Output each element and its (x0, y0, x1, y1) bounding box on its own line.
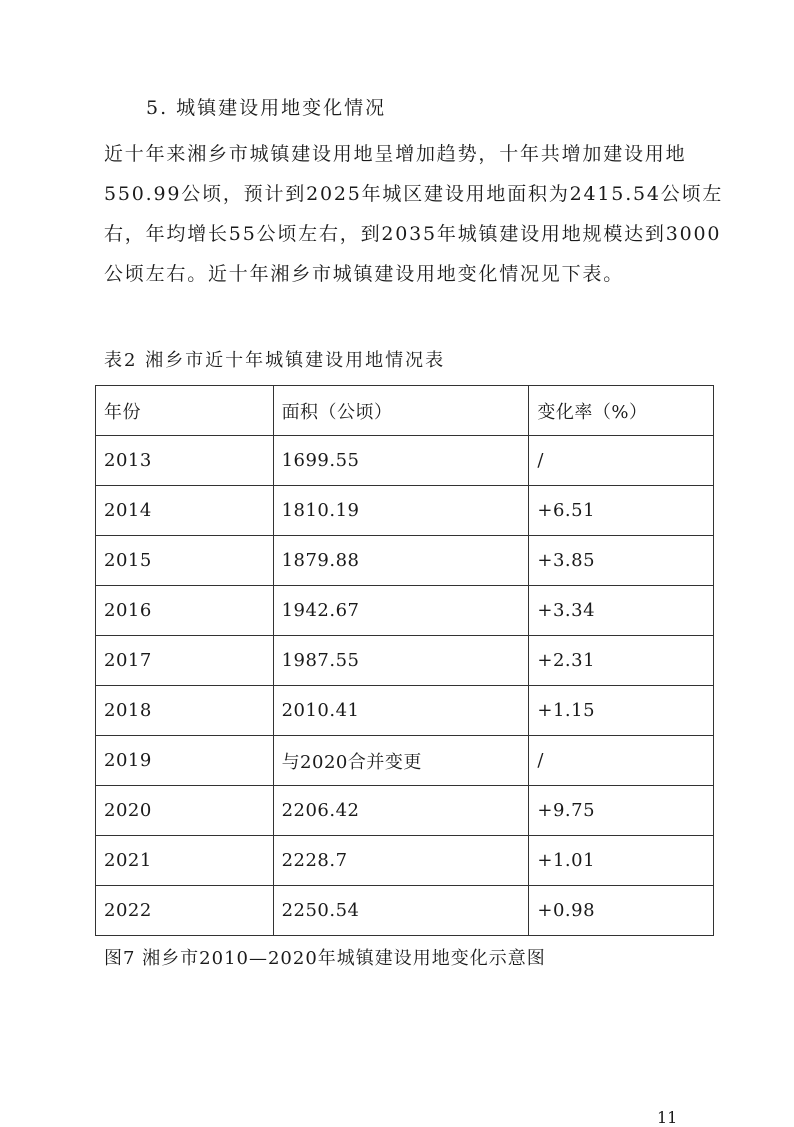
header-area: 面积（公顷） (273, 386, 529, 436)
table-row (96, 486, 714, 536)
cell-year: 2015 (96, 536, 274, 586)
paragraph-line: 右，年均增长55公顷左右，到2035年城镇建设用地规模达到3000 (104, 223, 722, 245)
cell-change-rate: +3.34 (529, 586, 714, 636)
table-row (96, 636, 714, 686)
cell-year: 2017 (96, 636, 274, 686)
cell-year: 2014 (96, 486, 274, 536)
table-row (96, 786, 714, 836)
cell-year: 2022 (96, 886, 274, 936)
cell-area: 2010.41 (273, 686, 529, 736)
cell-year: 2013 (96, 436, 274, 486)
cell-change-rate: +9.75 (529, 786, 714, 836)
body-paragraph (104, 134, 724, 294)
cell-area: 1699.55 (273, 436, 529, 486)
table-row (96, 836, 714, 886)
paragraph-line: 550.99公顷，预计到2025年城区建设用地面积为2415.54公顷左 (104, 183, 724, 205)
cell-year: 2021 (96, 836, 274, 886)
cell-area: 2250.54 (273, 886, 529, 936)
cell-area: 与2020合并变更 (273, 736, 529, 786)
cell-change-rate: +3.85 (529, 536, 714, 586)
table-row (96, 886, 714, 936)
cell-year: 2019 (96, 736, 274, 786)
table-row (96, 536, 714, 586)
cell-change-rate: +0.98 (529, 886, 714, 936)
table-row (96, 686, 714, 736)
cell-change-rate: / (529, 736, 714, 786)
paragraph-line: 公顷左右。近十年湘乡市城镇建设用地变化情况见下表。 (104, 263, 625, 285)
table-row (96, 586, 714, 636)
table-header-row (96, 386, 714, 436)
table-caption: 表2 湘乡市近十年城镇建设用地情况表 (104, 350, 446, 371)
cell-area: 2228.7 (273, 836, 529, 886)
section-heading: 5. 城镇建设用地变化情况 (146, 97, 387, 119)
table-row (96, 436, 714, 486)
cell-change-rate: / (529, 436, 714, 486)
cell-area: 1942.67 (273, 586, 529, 636)
land-use-table (95, 385, 714, 936)
cell-change-rate: +1.15 (529, 686, 714, 736)
header-change-rate: 变化率（%） (529, 386, 714, 436)
table-row (96, 736, 714, 786)
page-number: 11 (657, 1108, 678, 1127)
cell-year: 2016 (96, 586, 274, 636)
paragraph-line: 近十年来湘乡市城镇建设用地呈增加趋势，十年共增加建设用地 (104, 143, 687, 165)
cell-year: 2018 (96, 686, 274, 736)
cell-change-rate: +6.51 (529, 486, 714, 536)
cell-change-rate: +2.31 (529, 636, 714, 686)
cell-area: 1810.19 (273, 486, 529, 536)
cell-change-rate: +1.01 (529, 836, 714, 886)
cell-area: 1879.88 (273, 536, 529, 586)
cell-year: 2020 (96, 786, 274, 836)
cell-area: 2206.42 (273, 786, 529, 836)
figure-caption: 图7 湘乡市2010—2020年城镇建设用地变化示意图 (104, 948, 546, 969)
cell-area: 1987.55 (273, 636, 529, 686)
header-year: 年份 (96, 386, 274, 436)
